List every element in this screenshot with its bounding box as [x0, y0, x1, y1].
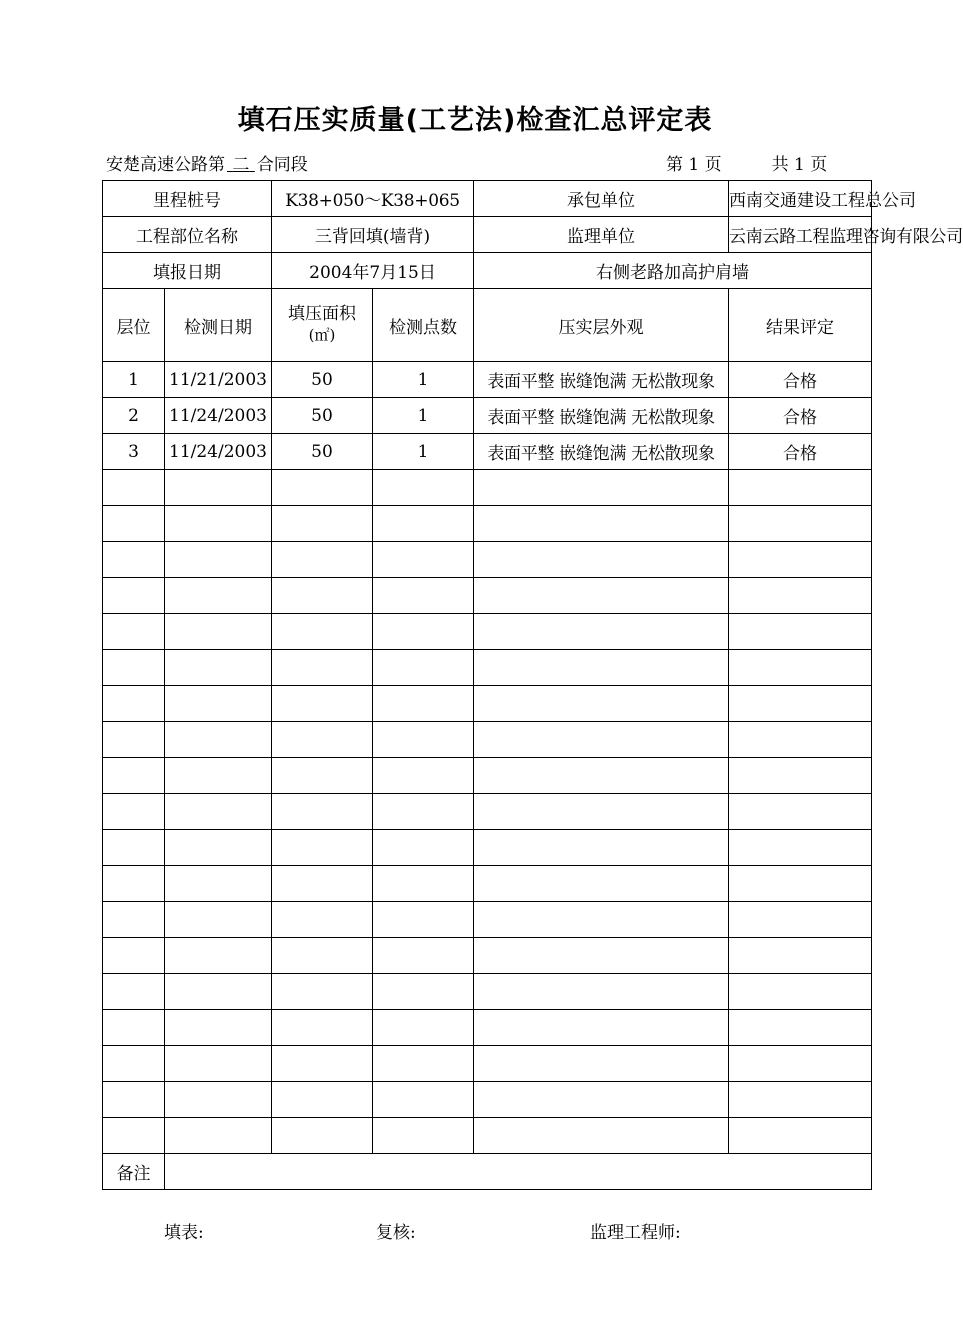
project-line: [106, 150, 308, 175]
empty-cell: [373, 794, 474, 830]
empty-cell: [103, 1010, 165, 1046]
empty-cell: [729, 542, 872, 578]
empty-cell: [474, 506, 729, 542]
empty-cell: [373, 974, 474, 1010]
empty-cell: [474, 866, 729, 902]
cell-result: 合格: [729, 398, 872, 434]
empty-cell: [272, 578, 373, 614]
empty-cell: [103, 686, 165, 722]
empty-row: [103, 686, 872, 722]
empty-cell: [729, 866, 872, 902]
cell-points: 1: [373, 362, 474, 398]
cell-result: 合格: [729, 362, 872, 398]
col-points-header: 检测点数: [373, 289, 474, 362]
project-suffix: 合同段: [256, 155, 308, 175]
empty-cell: [272, 506, 373, 542]
contract-number: 二: [232, 155, 250, 175]
empty-row: [103, 470, 872, 506]
col-date-header: 检测日期: [165, 289, 272, 362]
part-value: 三背回填(墙背): [272, 217, 474, 253]
empty-cell: [272, 722, 373, 758]
empty-cell: [729, 938, 872, 974]
empty-cell: [103, 578, 165, 614]
empty-cell: [729, 1082, 872, 1118]
empty-cell: [373, 1010, 474, 1046]
empty-cell: [474, 1046, 729, 1082]
empty-cell: [272, 470, 373, 506]
cell-appearance: 表面平整 嵌缝饱满 无松散现象: [474, 362, 729, 398]
empty-row: [103, 1082, 872, 1118]
empty-cell: [373, 506, 474, 542]
col-area-header: [272, 289, 373, 362]
empty-cell: [103, 866, 165, 902]
empty-cell: [103, 722, 165, 758]
empty-cell: [729, 758, 872, 794]
empty-cell: [103, 938, 165, 974]
area-label: 填压面积: [288, 304, 356, 324]
empty-row: [103, 1010, 872, 1046]
cell-date: 11/21/2003: [165, 362, 272, 398]
empty-cell: [103, 650, 165, 686]
empty-cell: [729, 506, 872, 542]
column-header-row: [103, 289, 872, 362]
empty-cell: [103, 1046, 165, 1082]
empty-cell: [729, 830, 872, 866]
page-label: 第 1 页: [666, 155, 722, 175]
empty-row: [103, 578, 872, 614]
empty-cell: [272, 938, 373, 974]
empty-row: [103, 794, 872, 830]
info-row-part: [103, 217, 872, 253]
empty-cell: [272, 686, 373, 722]
empty-cell: [103, 830, 165, 866]
empty-cell: [165, 542, 272, 578]
cell-layer: 1: [103, 362, 165, 398]
cell-points: 1: [373, 434, 474, 470]
empty-cell: [165, 650, 272, 686]
empty-row: [103, 1118, 872, 1154]
empty-cell: [272, 542, 373, 578]
empty-cell: [272, 1010, 373, 1046]
part-label: 工程部位名称: [103, 217, 272, 253]
table-row: [103, 362, 872, 398]
cell-appearance: 表面平整 嵌缝饱满 无松散现象: [474, 434, 729, 470]
empty-cell: [272, 794, 373, 830]
project-prefix: 安楚高速公路第: [106, 155, 225, 175]
empty-cell: [474, 578, 729, 614]
empty-cell: [165, 758, 272, 794]
contractor-label: 承包单位: [474, 181, 729, 217]
empty-cell: [474, 902, 729, 938]
info-row-station: [103, 181, 872, 217]
empty-cell: [165, 1046, 272, 1082]
empty-cell: [373, 650, 474, 686]
empty-cell: [272, 1118, 373, 1154]
empty-cell: [165, 1010, 272, 1046]
empty-cell: [373, 614, 474, 650]
empty-row: [103, 758, 872, 794]
supervisor-value: 云南云路工程监理咨询有限公司: [729, 217, 872, 253]
empty-cell: [272, 866, 373, 902]
empty-cell: [165, 1082, 272, 1118]
empty-cell: [729, 650, 872, 686]
empty-row: [103, 938, 872, 974]
supervisor-label: 监理单位: [474, 217, 729, 253]
empty-cell: [103, 902, 165, 938]
cell-points: 1: [373, 398, 474, 434]
page-numbering: [666, 150, 827, 175]
empty-cell: [103, 1118, 165, 1154]
empty-cell: [474, 830, 729, 866]
empty-cell: [373, 1046, 474, 1082]
cell-layer: 2: [103, 398, 165, 434]
empty-cell: [729, 794, 872, 830]
empty-cell: [103, 758, 165, 794]
empty-cell: [103, 794, 165, 830]
empty-row: [103, 1046, 872, 1082]
empty-row: [103, 902, 872, 938]
cell-area: 50: [272, 434, 373, 470]
empty-cell: [474, 938, 729, 974]
empty-cell: [474, 1082, 729, 1118]
contractor-value: 西南交通建设工程总公司: [729, 181, 872, 217]
empty-row: [103, 830, 872, 866]
empty-cell: [272, 902, 373, 938]
empty-cell: [165, 722, 272, 758]
empty-cell: [272, 650, 373, 686]
cell-date: 11/24/2003: [165, 398, 272, 434]
empty-row: [103, 542, 872, 578]
empty-cell: [474, 974, 729, 1010]
empty-cell: [729, 902, 872, 938]
filler-signature-label: 填表:: [164, 1223, 204, 1243]
inspection-table: [102, 180, 963, 1190]
empty-cell: [272, 974, 373, 1010]
empty-row: [103, 866, 872, 902]
empty-cell: [729, 1118, 872, 1154]
col-result-header: 结果评定: [729, 289, 872, 362]
empty-cell: [729, 614, 872, 650]
empty-row: [103, 722, 872, 758]
station-value: K38+050～K38+065: [272, 181, 474, 217]
empty-cell: [373, 542, 474, 578]
date-value: 2004年7月15日: [272, 253, 474, 289]
table-row: [103, 434, 872, 470]
empty-cell: [729, 1046, 872, 1082]
empty-cell: [474, 686, 729, 722]
empty-cell: [474, 758, 729, 794]
empty-cell: [729, 686, 872, 722]
info-row-date: [103, 253, 872, 289]
empty-cell: [373, 578, 474, 614]
date-label: 填报日期: [103, 253, 272, 289]
empty-cell: [165, 686, 272, 722]
empty-cell: [373, 938, 474, 974]
empty-cell: [272, 1046, 373, 1082]
location-note: 右侧老路加高护肩墙: [474, 253, 872, 289]
empty-cell: [373, 866, 474, 902]
total-pages-label: 共 1 页: [771, 155, 828, 175]
empty-cell: [103, 614, 165, 650]
empty-cell: [474, 1118, 729, 1154]
empty-cell: [165, 866, 272, 902]
empty-cell: [474, 650, 729, 686]
cell-date: 11/24/2003: [165, 434, 272, 470]
empty-cell: [272, 614, 373, 650]
empty-cell: [729, 974, 872, 1010]
empty-row: [103, 506, 872, 542]
remarks-label: 备注: [103, 1154, 165, 1190]
table-row: [103, 398, 872, 434]
col-layer-header: 层位: [103, 289, 165, 362]
empty-cell: [103, 974, 165, 1010]
cell-result: 合格: [729, 434, 872, 470]
empty-rows: [103, 470, 872, 1154]
empty-cell: [103, 542, 165, 578]
engineer-signature-label: 监理工程师:: [590, 1223, 681, 1243]
col-appearance-header: 压实层外观: [474, 289, 729, 362]
area-unit: (㎡): [308, 326, 336, 344]
cell-area: 50: [272, 362, 373, 398]
page-title: 填石压实质量(工艺法)检查汇总评定表: [237, 105, 713, 136]
empty-cell: [729, 722, 872, 758]
empty-cell: [373, 686, 474, 722]
empty-cell: [474, 722, 729, 758]
empty-cell: [373, 470, 474, 506]
empty-cell: [165, 938, 272, 974]
empty-row: [103, 650, 872, 686]
empty-cell: [165, 830, 272, 866]
empty-cell: [474, 794, 729, 830]
empty-cell: [373, 758, 474, 794]
empty-cell: [729, 470, 872, 506]
empty-cell: [103, 470, 165, 506]
empty-cell: [729, 1010, 872, 1046]
empty-cell: [165, 578, 272, 614]
station-label: 里程桩号: [103, 181, 272, 217]
cell-area: 50: [272, 398, 373, 434]
cell-layer: 3: [103, 434, 165, 470]
empty-cell: [103, 506, 165, 542]
empty-cell: [373, 1082, 474, 1118]
empty-cell: [272, 1082, 373, 1118]
empty-cell: [373, 902, 474, 938]
empty-cell: [103, 1082, 165, 1118]
empty-cell: [165, 974, 272, 1010]
empty-cell: [474, 470, 729, 506]
empty-cell: [474, 614, 729, 650]
empty-cell: [165, 902, 272, 938]
empty-cell: [474, 542, 729, 578]
empty-cell: [474, 1010, 729, 1046]
empty-cell: [272, 758, 373, 794]
empty-cell: [165, 794, 272, 830]
reviewer-signature-label: 复核:: [376, 1223, 416, 1243]
empty-row: [103, 614, 872, 650]
empty-cell: [373, 1118, 474, 1154]
remarks-row: [103, 1154, 872, 1190]
empty-cell: [272, 830, 373, 866]
empty-cell: [165, 470, 272, 506]
empty-row: [103, 974, 872, 1010]
remarks-field: [165, 1154, 872, 1190]
empty-cell: [729, 578, 872, 614]
empty-cell: [165, 614, 272, 650]
empty-cell: [165, 506, 272, 542]
empty-cell: [373, 722, 474, 758]
empty-cell: [373, 830, 474, 866]
empty-cell: [165, 1118, 272, 1154]
cell-appearance: 表面平整 嵌缝饱满 无松散现象: [474, 398, 729, 434]
